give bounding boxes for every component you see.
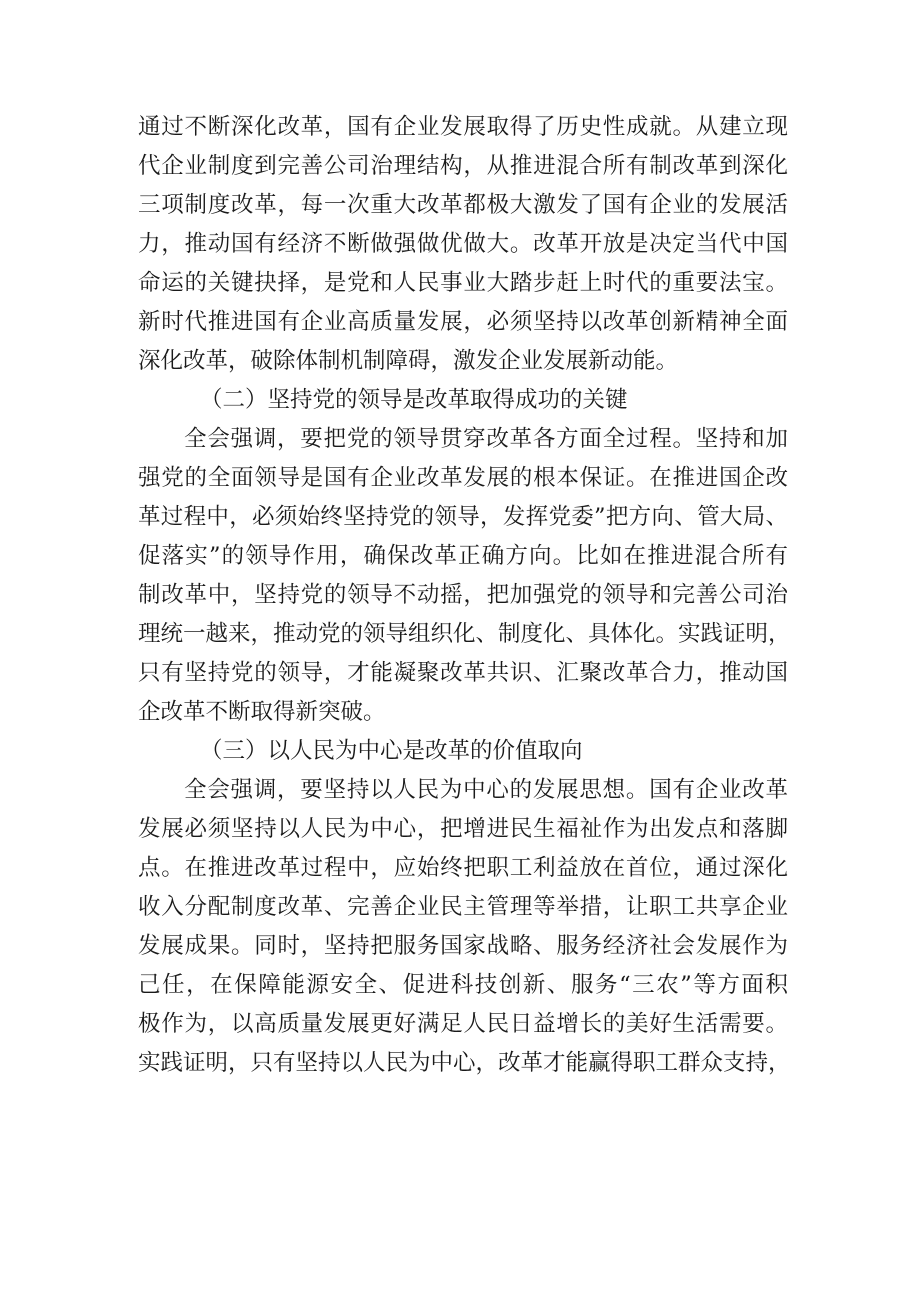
text-line: 制改革中，坚持党的领导不动摇，把加强党的领导和完善公司治 <box>138 582 788 608</box>
text-line: 点。在推进改革过程中，应始终把职工利益放在首位，通过深化 <box>138 855 788 881</box>
text-line: 发展成果。同时，坚持把服务国家战略、服务经济社会发展作为 <box>138 933 788 959</box>
heading-text: （三）以人民为中心是改革的价值取向 <box>200 738 583 764</box>
text-line: 实践证明，只有坚持以人民为中心，改革才能赢得职工群众支持， <box>138 1050 791 1076</box>
paragraph-people-centered <box>138 771 791 1083</box>
text-line: 命运的关键抉择，是党和人民事业大踏步赶上时代的重要法宝。 <box>138 270 788 296</box>
text-line: 力，推动国有经济不断做强做优做大。改革开放是决定当代中国 <box>138 231 788 257</box>
text-line: 收入分配制度改革、完善企业民主管理等举措，让职工共享企业 <box>138 894 788 920</box>
paragraph-reform-achievements <box>138 108 788 381</box>
text-line: 理统一越来，推动党的领导组织化、制度化、具体化。实践证明， <box>138 621 791 647</box>
text-line: 深化改革，破除体制机制障碍，激发企业发展新动能。 <box>138 348 679 374</box>
text-line: 新时代推进国有企业高质量发展，必须坚持以改革创新精神全面 <box>138 309 788 335</box>
text-line: 己任，在保障能源安全、促进科技创新、服务“三农”等方面积 <box>138 972 788 998</box>
text-line: 革过程中，必须始终坚持党的领导，发挥党委”把方向、管大局、 <box>138 504 788 530</box>
text-line: 极作为，以高质量发展更好满足人民日益增长的美好生活需要。 <box>138 1011 788 1037</box>
text-line: 代企业制度到完善公司治理结构，从推进混合所有制改革到深化 <box>138 153 788 179</box>
section-heading-3 <box>138 732 788 771</box>
text-line: 全会强调，要坚持以人民为中心的发展思想。国有企业改革 <box>184 777 788 803</box>
paragraph-party-leadership <box>138 420 791 732</box>
document-page <box>138 108 791 1083</box>
section-heading-2 <box>138 381 788 420</box>
text-line: 发展必须坚持以人民为中心，把增进民生福祉作为出发点和落脚 <box>138 816 788 842</box>
text-line: 三项制度改革，每一次重大改革都极大激发了国有企业的发展活 <box>138 192 788 218</box>
text-line: 企改革不断取得新突破。 <box>138 699 386 725</box>
text-line: 通过不断深化改革，国有企业发展取得了历史性成就。从建立现 <box>138 114 788 140</box>
text-line: 只有坚持党的领导，才能凝聚改革共识、汇聚改革合力，推动国 <box>138 660 788 686</box>
text-line: 全会强调，要把党的领导贯穿改革各方面全过程。坚持和加 <box>184 426 788 452</box>
text-line: 促落实”的领导作用，确保改革正确方向。比如在推进混合所有 <box>138 543 788 569</box>
heading-text: （二）坚持党的领导是改革取得成功的关键 <box>200 387 628 413</box>
text-line: 强党的全面领导是国有企业改革发展的根本保证。在推进国企改 <box>138 465 788 491</box>
